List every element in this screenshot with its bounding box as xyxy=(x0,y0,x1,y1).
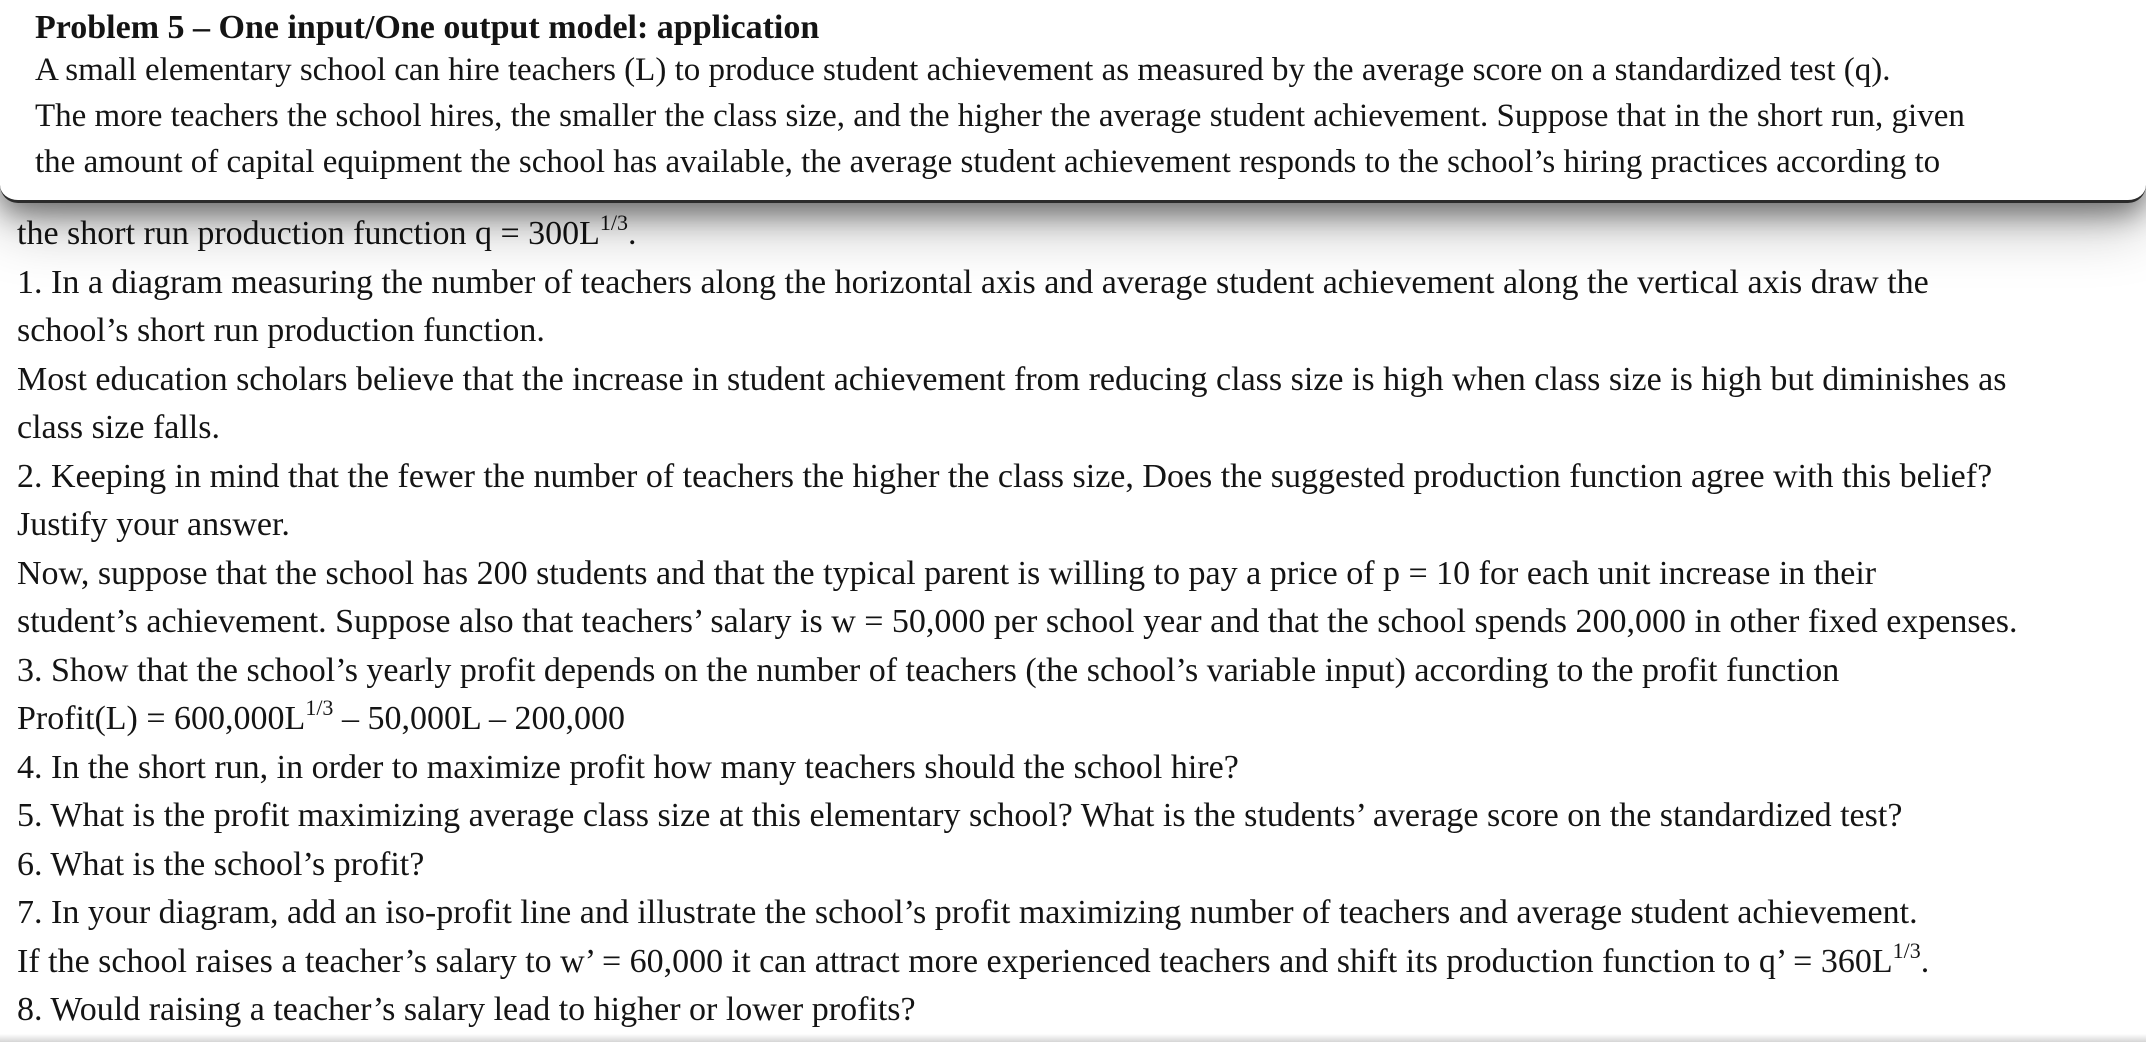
question-4: 4. In the short run, in order to maximize profit how many teachers should the school hire? xyxy=(17,749,1239,786)
text: . xyxy=(628,215,637,252)
question-2-line-2: Justify your answer. xyxy=(17,506,290,543)
problem-title: Problem 5 – One input/One output model: application xyxy=(35,9,820,46)
question-8: 8. Would raising a teacher’s salary lead to higher or lower profits? xyxy=(17,991,916,1028)
exponent: 1/3 xyxy=(1892,938,1921,963)
intro-line-3: the amount of capital equipment the school has available, the average student achievement responds to the school’s hiring practices according to xyxy=(35,144,1941,180)
question-1-line-1: 1. In a diagram measuring the number of teachers along the horizontal axis and average student achievement along the vertical axis draw the xyxy=(17,264,1929,301)
text: If the school raises a teacher’s salary to w’ = 60,000 it can attract more experienced teachers and shift its production function to q’ = 360L xyxy=(17,943,1893,980)
text: – 50,000L – 200,000 xyxy=(333,700,625,737)
intro-line-1: A small elementary school can hire teachers (L) to produce student achievement as measured by the average score on a standardized test (q). xyxy=(35,52,1891,88)
text: the short run production function q = 300L xyxy=(17,215,600,252)
paragraph-line: student’s achievement. Suppose also that teachers’ salary is w = 50,000 per school year and that the school spends 200,000 in other fixed expenses. xyxy=(17,603,2018,640)
intro-line-2: The more teachers the school hires, the smaller the class size, and the higher the average student achievement. Suppose that in the short run, given xyxy=(35,98,1965,134)
paragraph-line: Most education scholars believe that the increase in student achievement from reducing class size is high when class size is high but diminishes as xyxy=(17,361,2007,398)
exponent: 1/3 xyxy=(305,695,334,720)
text: Profit(L) = 600,000L xyxy=(17,700,306,737)
question-5: 5. What is the profit maximizing average class size at this elementary school? What is the students’ average score on the standardized test? xyxy=(17,797,1903,834)
page-bottom-edge xyxy=(0,1034,2146,1042)
question-6: 6. What is the school’s profit? xyxy=(17,846,425,883)
question-2-line-1: 2. Keeping in mind that the fewer the number of teachers the higher the class size, Does the suggested production function agree with this belief? xyxy=(17,458,1993,495)
text: . xyxy=(1920,943,1930,980)
question-7: 7. In your diagram, add an iso-profit line and illustrate the school’s profit maximizing number of teachers and average student achievement. xyxy=(17,894,1918,931)
exponent: 1/3 xyxy=(599,210,629,235)
salary-increase-line xyxy=(17,939,1929,985)
question-3-line-1: 3. Show that the school’s yearly profit depends on the number of teachers (the school’s variable input) according to the profit function xyxy=(17,652,1840,689)
paragraph-line: Now, suppose that the school has 200 students and that the typical parent is willing to pay a price of p = 10 for each unit increase in their xyxy=(17,555,1877,592)
profit-function-line xyxy=(17,696,625,742)
floating-header-card xyxy=(0,0,2146,203)
paragraph-line: class size falls. xyxy=(17,409,220,446)
question-1-line-2: school’s short run production function. xyxy=(17,312,545,349)
production-function-line xyxy=(17,211,637,257)
